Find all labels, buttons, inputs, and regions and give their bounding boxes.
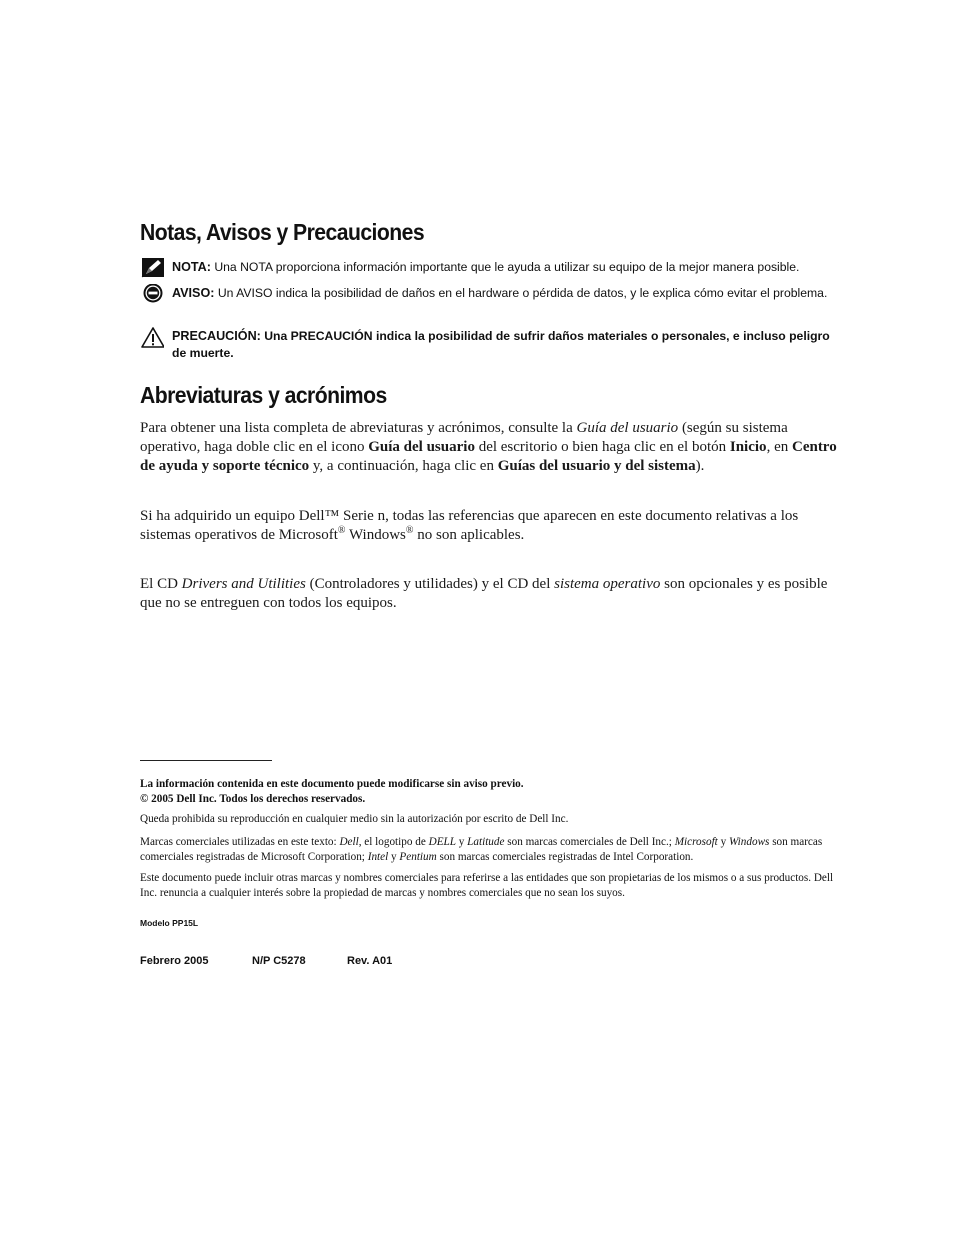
italic-run: Drivers and Utilities xyxy=(181,576,306,592)
caution-label: PRECAUCIÓN: xyxy=(172,329,261,343)
text-run: ). xyxy=(695,458,705,474)
italic-run: Windows xyxy=(728,836,770,848)
footer-revision: Rev. A01 xyxy=(347,955,393,967)
italic-run: Guía del usuario xyxy=(576,420,679,436)
italic-run: sistema operativo xyxy=(554,576,661,592)
cd-paragraph xyxy=(140,575,850,613)
bold-run: Centro de ayuda y soporte técnico xyxy=(140,439,837,474)
text-run: y xyxy=(388,850,400,863)
text-run: del escritorio o bien haga clic en el botón xyxy=(474,439,730,455)
italic-run: DELL xyxy=(428,836,456,848)
heading-abbreviations: Abreviaturas y acrónimos xyxy=(140,382,387,408)
text-run: Marcas comerciales utilizadas en este texto: xyxy=(140,836,340,848)
warning-triangle-icon xyxy=(140,327,164,349)
legal-notice-bold xyxy=(140,777,850,806)
text-run: , en xyxy=(766,439,792,455)
footer-part-number: N/P C5278 xyxy=(252,955,306,967)
caution-notice xyxy=(140,327,840,362)
reproduction-notice: Queda prohibida su reproducción en cualquier medio sin la autorización por escrito de Dell Inc. xyxy=(140,813,569,825)
bold-run: Guía del usuario xyxy=(368,439,475,455)
copyright-line: © 2005 Dell Inc. Todos los derechos reservados. xyxy=(140,792,366,805)
note-label: NOTA: xyxy=(172,260,211,274)
trademark-notice xyxy=(140,835,850,864)
abbreviations-paragraph xyxy=(140,419,850,476)
text-run: El CD xyxy=(140,576,182,592)
legal-line: La información contenida en este documento puede modificarse sin aviso previo. xyxy=(140,778,524,790)
italic-run: Dell xyxy=(339,836,359,848)
pencil-note-icon xyxy=(140,258,164,280)
bold-run: Inicio xyxy=(729,439,767,455)
model-number: Modelo PP15L xyxy=(140,918,199,928)
text-run: (según su sistema operativo, haga doble clic en el icono xyxy=(140,420,788,455)
italic-run: Latitude xyxy=(467,836,505,848)
text-run: , el logotipo de xyxy=(358,836,429,848)
note-notice xyxy=(140,258,840,276)
dell-series-n-paragraph xyxy=(140,507,850,545)
registered-mark: ® xyxy=(337,525,346,536)
text-run: son opcionales y es posible que no se entreguen con todos los equipos. xyxy=(140,576,828,611)
text-run: Para obtener una lista completa de abreviaturas y acrónimos, consulte la xyxy=(140,420,577,436)
italic-run: Pentium xyxy=(399,850,437,863)
text-run: son marcas comerciales registradas de Microsoft Corporation; xyxy=(140,836,823,863)
text-run: (Controladores y utilidades) y el CD del xyxy=(305,576,555,592)
no-entry-icon xyxy=(140,284,164,306)
notice-aviso xyxy=(140,284,840,302)
italic-run: Intel xyxy=(367,850,389,863)
caution-text: Una PRECAUCIÓN indica la posibilidad de sufrir daños materiales o personales, e incluso peligro de muerte. xyxy=(172,329,830,360)
text-run: Si ha adquirido un equipo Dell™ Serie n, todas las referencias que aparecen en este documento relativas a los sistemas operativos de Microsoft xyxy=(140,508,799,543)
footnote-divider xyxy=(140,760,272,761)
text-run: y xyxy=(455,836,468,848)
footer-date: Febrero 2005 xyxy=(140,955,209,967)
note-text: Una NOTA proporciona información importante que le ayuda a utilizar su equipo de la mejor manera posible. xyxy=(210,260,800,274)
text-run: y xyxy=(717,836,729,848)
registered-mark: ® xyxy=(405,525,414,536)
italic-run: Microsoft xyxy=(674,836,718,848)
text-run: son marcas comerciales registradas de Intel Corporation. xyxy=(436,850,694,863)
bold-run: Guías del usuario y del sistema xyxy=(497,458,696,474)
text-run: no son aplicables. xyxy=(413,527,525,543)
other-trademarks-notice: Este documento puede incluir otras marcas y nombres comerciales para referirse a las entidades que son propietarias de los mismos o a sus productos. Dell Inc. renuncia a cualquier interés sobre la propiedad de marcas y nombres comerciales que no sean los suyos. xyxy=(140,872,834,899)
text-run: Windows xyxy=(345,527,406,543)
text-run: son marcas comerciales de Dell Inc.; xyxy=(504,836,675,848)
heading-notes: Notas, Avisos y Precauciones xyxy=(140,219,425,245)
text-run: y, a continuación, haga clic en xyxy=(309,458,498,474)
aviso-label: AVISO: xyxy=(172,286,215,300)
aviso-text: Un AVISO indica la posibilidad de daños en el hardware o pérdida de datos, y le explica cómo evitar el problema. xyxy=(214,286,828,300)
